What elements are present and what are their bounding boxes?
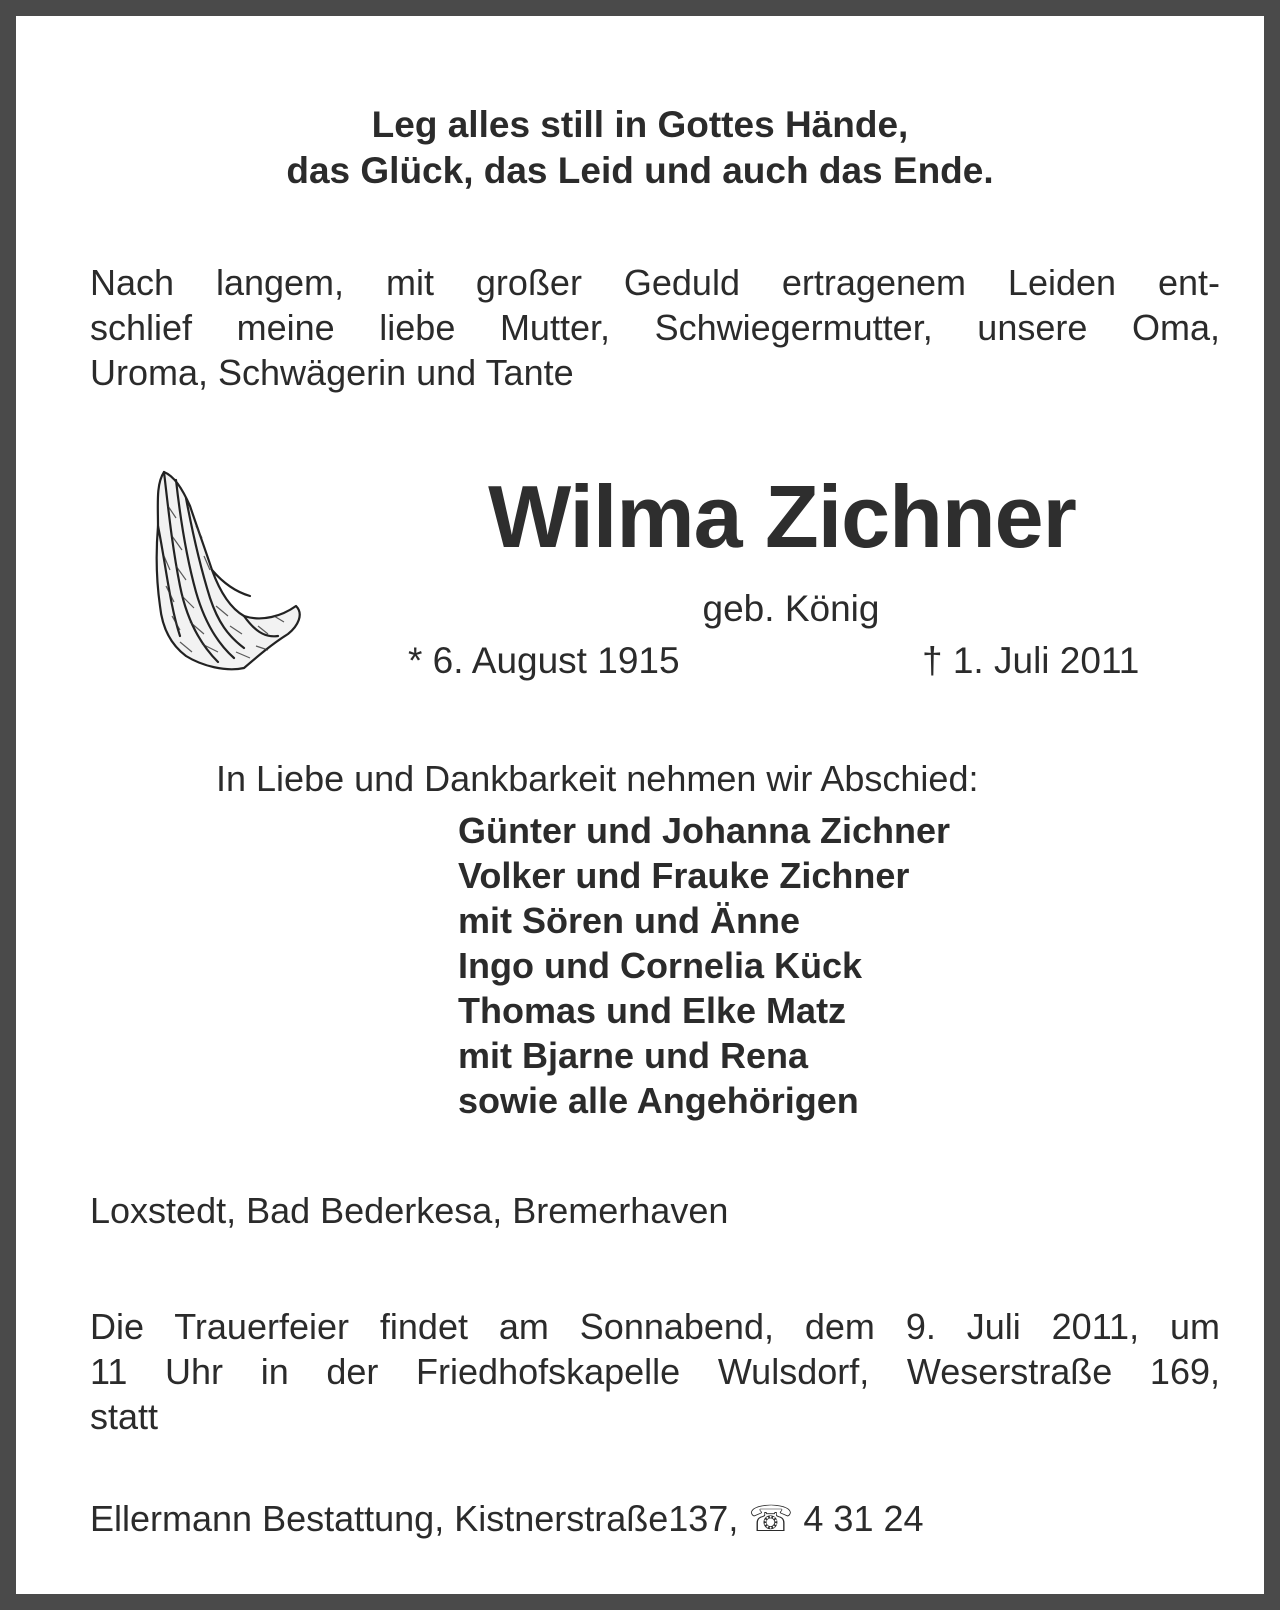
service-line-3: statt [90, 1396, 159, 1437]
undertaker-text: Ellermann Bestattung, Kistnerstraße137, [90, 1498, 739, 1539]
intro-line-3: Uroma, Schwägerin und Tante [90, 352, 574, 393]
mourners-list [458, 808, 950, 1123]
intro-paragraph [90, 260, 1220, 395]
motto-line-1: Leg alles still in Gottes Hände, [371, 104, 909, 145]
mourner-line: Volker und Frauke Zichner [458, 855, 910, 896]
intro-line-2: schlief meine liebe Mutter, Schwiegermutter, unsere Oma, [90, 307, 1220, 348]
phone-icon: ☏ [748, 1498, 794, 1539]
mourner-line: mit Sören und Änne [458, 900, 800, 941]
undertaker-line [90, 1496, 924, 1541]
mourner-line: sowie alle Angehörigen [458, 1080, 859, 1121]
mourner-line: Thomas und Elke Matz [458, 990, 847, 1031]
death-date: † 1. Juli 2011 [922, 640, 1140, 681]
motto-line-2: das Glück, das Leid und auch das Ende. [286, 150, 994, 191]
mourner-line: mit Bjarne und Rena [458, 1035, 809, 1076]
birth-name: geb. König [702, 588, 880, 629]
service-line-2: 11 Uhr in der Friedhofskapelle Wulsdorf, Weserstraße 169, [90, 1351, 1220, 1392]
intro-line-1: Nach langem, mit großer Geduld ertragenem Leiden ent- [90, 262, 1220, 303]
places-line: Loxstedt, Bad Bederkesa, Bremerhaven [90, 1190, 729, 1231]
mourner-line: Ingo und Cornelia Kück [458, 945, 863, 986]
birth-date: * 6. August 1915 [408, 640, 680, 681]
motto-verse [32, 102, 1248, 194]
farewell-line: In Liebe und Dankbarkeit nehmen wir Abschied: [216, 758, 979, 799]
mourner-line: Günter und Johanna Zichner [458, 810, 951, 851]
phone-number: 4 31 24 [803, 1498, 924, 1539]
service-line-1: Die Trauerfeier findet am Sonnabend, dem 9. Juli 2011, um [90, 1306, 1220, 1347]
service-paragraph [90, 1304, 1220, 1439]
praying-hands-icon [146, 466, 306, 676]
deceased-name: Wilma Zichner [488, 467, 1076, 566]
